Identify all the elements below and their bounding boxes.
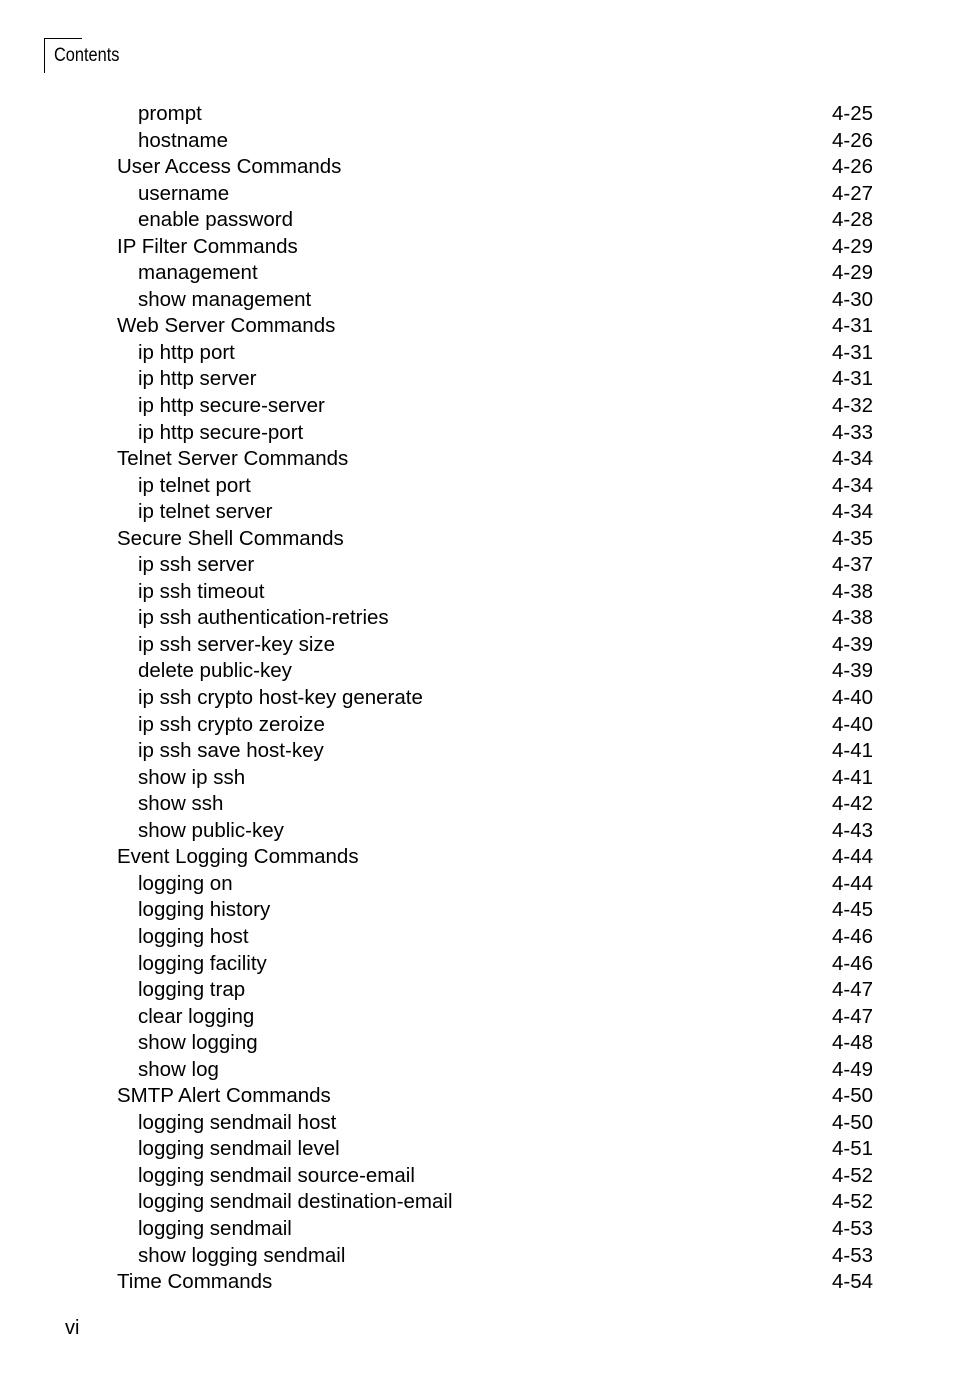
toc-entry-title: prompt: [138, 102, 202, 125]
toc-command-entry[interactable]: [0, 1216, 954, 1243]
toc-entry-page: 4-44: [831, 871, 873, 895]
toc-entry-page: 4-50: [831, 1084, 873, 1108]
toc-command-entry[interactable]: [0, 685, 954, 712]
toc-section-entry[interactable]: [0, 446, 954, 473]
toc-entry-page: 4-39: [831, 659, 873, 683]
toc-command-entry[interactable]: [0, 207, 954, 234]
toc-command-entry[interactable]: [0, 420, 954, 447]
toc-entry-page: 4-34: [831, 447, 873, 471]
table-of-contents: [0, 101, 954, 1296]
toc-entry-page: 4-37: [831, 553, 873, 577]
toc-entry-title: ip ssh authentication-retries: [138, 606, 389, 630]
toc-entry-title: ip http secure-server: [138, 394, 325, 418]
toc-entry-title: management: [138, 261, 258, 285]
toc-command-entry[interactable]: [0, 1189, 954, 1216]
toc-entry-title: logging sendmail: [138, 1216, 292, 1240]
toc-entry-page: 4-49: [831, 1057, 873, 1081]
toc-entry-title: clear logging: [138, 1004, 255, 1028]
toc-entry-page: 4-38: [831, 579, 873, 603]
toc-entry-page: 4-32: [831, 394, 873, 418]
toc-entry-title: ip ssh save host-key: [138, 739, 324, 763]
toc-command-entry[interactable]: [0, 287, 954, 314]
toc-entry-title: Secure Shell Commands: [117, 526, 344, 550]
toc-entry-title: logging trap: [138, 978, 246, 1002]
toc-entry-title: SMTP Alert Commands: [117, 1084, 331, 1108]
toc-entry-page: 4-31: [831, 367, 873, 391]
toc-entry-title: Web Server Commands: [117, 314, 336, 338]
toc-command-entry[interactable]: [0, 128, 954, 155]
toc-entry-page: 4-53: [831, 1216, 873, 1240]
toc-entry-page: 4-51: [831, 1137, 873, 1161]
toc-entry-title: show management: [138, 287, 312, 311]
toc-entry-page: 4-46: [831, 924, 873, 948]
toc-command-entry[interactable]: [0, 712, 954, 739]
toc-entry-page: 4-26: [831, 128, 873, 152]
toc-command-entry[interactable]: [0, 897, 954, 924]
toc-entry-title: ip ssh server: [138, 553, 255, 577]
toc-command-entry[interactable]: [0, 605, 954, 632]
toc-entry-title: ip ssh server-key size: [138, 632, 336, 656]
toc-command-entry[interactable]: [0, 1110, 954, 1137]
toc-entry-page: 4-29: [831, 234, 873, 258]
toc-entry-title: show log: [138, 1057, 219, 1081]
toc-entry-title: show logging: [138, 1031, 258, 1055]
toc-command-entry[interactable]: [0, 1243, 954, 1270]
toc-command-entry[interactable]: [0, 1057, 954, 1084]
toc-command-entry[interactable]: [0, 1030, 954, 1057]
toc-section-entry[interactable]: [0, 1083, 954, 1110]
toc-command-entry[interactable]: [0, 181, 954, 208]
toc-entry-title: ip telnet port: [138, 473, 251, 497]
toc-entry-title: logging host: [138, 924, 249, 948]
toc-entry-page: 4-54: [831, 1270, 873, 1294]
toc-entry-title: show ssh: [138, 792, 224, 816]
toc-section-entry[interactable]: [0, 526, 954, 553]
toc-entry-page: 4-42: [831, 792, 873, 816]
toc-entry-page: 4-53: [831, 1243, 873, 1267]
toc-entry-title: logging sendmail level: [138, 1137, 340, 1161]
toc-command-entry[interactable]: [0, 366, 954, 393]
toc-entry-page: 4-30: [831, 287, 873, 311]
toc-entry-page: 4-34: [831, 473, 873, 497]
toc-entry-page: 4-39: [831, 632, 873, 656]
toc-command-entry[interactable]: [0, 101, 954, 128]
header-rule-horizontal: [44, 38, 82, 39]
toc-command-entry[interactable]: [0, 951, 954, 978]
toc-entry-page: 4-47: [831, 978, 873, 1002]
toc-entry-title: enable password: [138, 208, 293, 232]
toc-section-entry[interactable]: [0, 154, 954, 181]
toc-entry-title: Telnet Server Commands: [117, 447, 349, 471]
toc-section-entry[interactable]: [0, 844, 954, 871]
toc-entry-page: 4-44: [831, 845, 873, 869]
toc-entry-page: 4-35: [831, 526, 873, 550]
toc-entry-title: Event Logging Commands: [117, 845, 359, 869]
toc-entry-page: 4-29: [831, 261, 873, 285]
toc-entry-page: 4-28: [831, 208, 873, 232]
toc-command-entry[interactable]: [0, 658, 954, 685]
toc-command-entry[interactable]: [0, 1004, 954, 1031]
toc-entry-page: 4-41: [831, 739, 873, 763]
toc-entry-page: 4-50: [831, 1110, 873, 1134]
toc-entry-title: ip http secure-port: [138, 420, 304, 444]
toc-entry-page: 4-33: [831, 420, 873, 444]
toc-section-entry[interactable]: [0, 234, 954, 261]
toc-entry-title: show ip ssh: [138, 765, 246, 789]
toc-command-entry[interactable]: [0, 393, 954, 420]
toc-entry-title: logging sendmail destination-email: [138, 1190, 453, 1214]
toc-entry-title: Time Commands: [117, 1270, 273, 1294]
toc-entry-page: 4-38: [831, 606, 873, 630]
toc-entry-page: 4-34: [831, 500, 873, 524]
toc-entry-title: logging history: [138, 898, 271, 922]
toc-entry-title: ip telnet server: [138, 500, 273, 524]
toc-command-entry[interactable]: [0, 473, 954, 500]
toc-command-entry[interactable]: [0, 924, 954, 951]
toc-command-entry[interactable]: [0, 1163, 954, 1190]
toc-entry-title: logging sendmail source-email: [138, 1163, 415, 1187]
toc-entry-page: 4-46: [831, 951, 873, 975]
toc-command-entry[interactable]: [0, 765, 954, 792]
toc-entry-title: ip ssh crypto host-key generate: [138, 686, 423, 710]
toc-entry-title: ip http port: [138, 340, 235, 364]
toc-entry-title: User Access Commands: [117, 155, 342, 179]
toc-command-entry[interactable]: [0, 791, 954, 818]
toc-entry-title: ip http server: [138, 367, 257, 391]
toc-command-entry[interactable]: [0, 632, 954, 659]
toc-entry-page: 4-45: [831, 898, 873, 922]
toc-entry-title: delete public-key: [138, 659, 292, 683]
toc-entry-page: 4-48: [831, 1031, 873, 1055]
toc-command-entry[interactable]: [0, 579, 954, 606]
toc-command-entry[interactable]: [0, 977, 954, 1004]
toc-section-entry[interactable]: [0, 313, 954, 340]
toc-command-entry[interactable]: [0, 499, 954, 526]
toc-entry-title: hostname: [138, 128, 229, 152]
toc-entry-title: show logging sendmail: [138, 1243, 346, 1267]
toc-entry-title: username: [138, 181, 230, 205]
toc-entry-page: 4-26: [831, 155, 873, 179]
toc-command-entry[interactable]: [0, 871, 954, 898]
toc-entry-title: IP Filter Commands: [117, 234, 298, 258]
toc-entry-title: logging sendmail host: [138, 1110, 337, 1134]
toc-entry-title: ip ssh timeout: [138, 579, 265, 603]
toc-command-entry[interactable]: [0, 260, 954, 287]
running-header: Contents: [54, 45, 120, 66]
toc-entry-page: 4-25: [831, 102, 873, 125]
toc-entry-page: 4-40: [831, 712, 873, 736]
toc-entry-title: show public-key: [138, 818, 284, 842]
toc-section-entry[interactable]: [0, 1269, 954, 1296]
toc-command-entry[interactable]: [0, 738, 954, 765]
toc-entry-title: logging on: [138, 871, 233, 895]
toc-entry-page: 4-27: [831, 181, 873, 205]
toc-entry-page: 4-52: [831, 1190, 873, 1214]
toc-command-entry[interactable]: [0, 1136, 954, 1163]
toc-command-entry[interactable]: [0, 818, 954, 845]
page-number: vi: [65, 1317, 80, 1339]
toc-command-entry[interactable]: [0, 552, 954, 579]
toc-command-entry[interactable]: [0, 340, 954, 367]
toc-entry-page: 4-41: [831, 765, 873, 789]
toc-entry-title: logging facility: [138, 951, 267, 975]
toc-entry-page: 4-52: [831, 1163, 873, 1187]
toc-entry-page: 4-31: [831, 314, 873, 338]
toc-entry-title: ip ssh crypto zeroize: [138, 712, 325, 736]
toc-entry-page: 4-40: [831, 686, 873, 710]
toc-entry-page: 4-31: [831, 340, 873, 364]
toc-entry-page: 4-47: [831, 1004, 873, 1028]
header-rule-vertical: [44, 38, 45, 73]
toc-entry-page: 4-43: [831, 818, 873, 842]
